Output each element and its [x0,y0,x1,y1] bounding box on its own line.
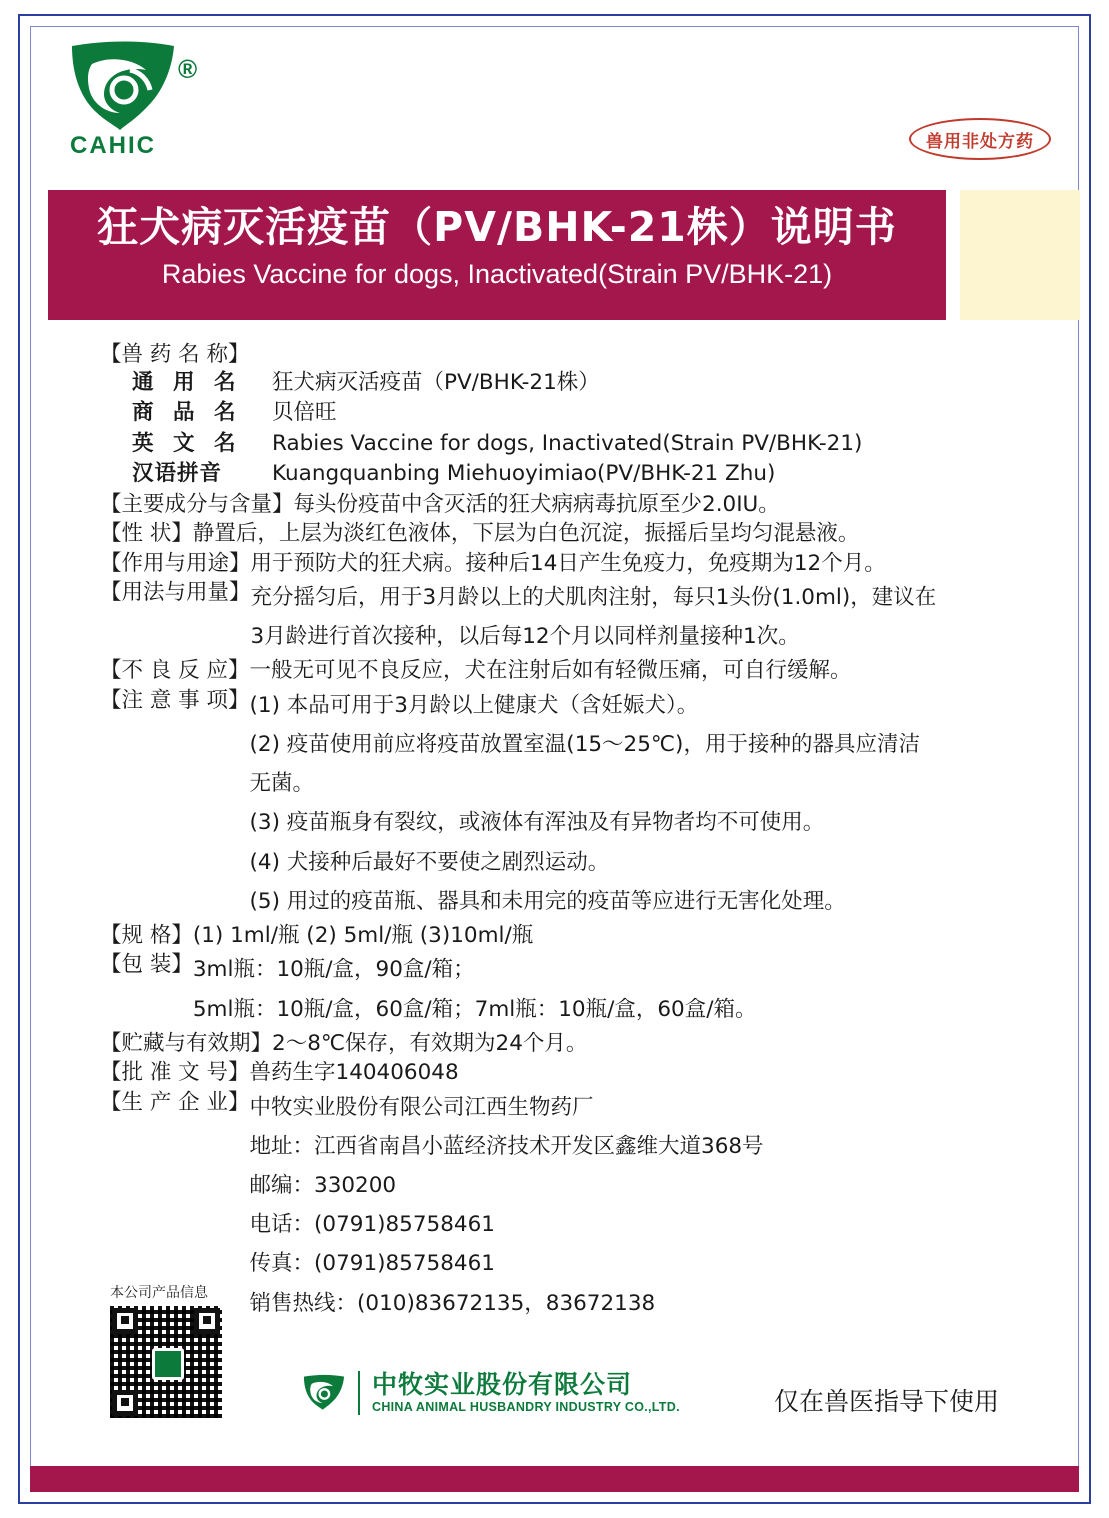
pinyin-name-value: Kuangquanbing Miehuoyimiao(PV/BHK-21 Zhu) [272,461,776,486]
specification-label: 【规 格】 [100,922,193,948]
english-name-label: 英 文 名 [132,430,242,456]
section-drug-name-title: 【兽 药 名 称】 [100,342,250,367]
cahic-emblem-small-icon [300,1370,348,1416]
brand-name-label: 商 品 名 [132,400,242,425]
manufacturer-postcode: 邮编：330200 [249,1173,397,1199]
english-name-value: Rabies Vaccine for dogs, Inactivated(Strain PV/BHK-21) [272,430,863,456]
storage-label: 【贮藏与有效期】 [100,1030,273,1056]
drug-name-row [132,402,1030,424]
footer-company-logo [300,1370,680,1416]
ingredients-label: 【主要成分与含量】 [100,491,294,517]
pinyin-name-label: 汉语拼音 [132,461,223,486]
manufacturer-phone: 电话：(0791)85758461 [249,1212,495,1238]
section-storage [100,1030,1030,1056]
ingredients-value: 每头份疫苗中含灭活的狂犬病病毒抗原至少2.0IU。 [293,491,780,517]
company-logo [62,40,222,170]
leaflet-body [100,344,1030,1327]
usage-label: 【作用与用途】 [100,550,251,576]
section-packaging [100,954,1030,1024]
manufacturer-fax: 传真：(0791)85758461 [249,1251,495,1277]
generic-name-label: 通 用 名 [132,369,242,395]
qr-code-icon[interactable] [110,1306,222,1418]
qr-finder-icon [194,1308,220,1334]
section-dosage [100,582,1030,652]
footer-company-cn: 中牧实业股份有限公司 [372,1370,633,1400]
logo-wordmark: CAHIC [70,132,156,159]
title-chinese: 狂犬病灭活疫苗（PV/BHK-21株）说明书 [97,203,897,251]
caution-item-cont: 无菌。 [249,771,315,797]
dosage-line-2: 3月龄进行首次接种，以后每12个月以同样剂量接种1次。 [250,624,800,650]
approval-label: 【批 准 文 号】 [100,1060,250,1086]
packaging-value [193,954,1030,1024]
manufacturer-name: 中牧实业股份有限公司江西生物药厂 [249,1094,594,1120]
section-usage [100,550,1030,576]
packaging-line-2: 5ml瓶：10瓶/盒，60盒/箱；7ml瓶：10瓶/盒，60盒/箱。 [192,996,757,1022]
cahic-emblem-icon [62,40,184,135]
caution-item: (4) 犬接种后最好不要使之剧烈运动。 [249,849,610,875]
bottom-accent-bar [30,1466,1079,1492]
storage-value: 2～8℃保存，有效期为24个月。 [272,1030,588,1056]
title-bar [48,190,946,320]
dosage-value [251,582,1030,652]
section-ingredients [100,491,1030,517]
section-approval [100,1062,1030,1084]
caution-item: (3) 疫苗瓶身有裂纹，或液体有浑浊及有异物者均不可使用。 [249,810,825,836]
approval-value: 兽药生字140406048 [249,1060,459,1086]
footer-company-names [372,1371,680,1414]
qr-finder-icon [112,1308,138,1334]
packaging-line-1: 3ml瓶：10瓶/盒，90盒/箱； [192,957,475,983]
caution-item: (5) 用过的疫苗瓶、器具和未用完的疫苗等应进行无害化处理。 [249,888,846,914]
qr-caption: 本公司产品信息 [110,1284,208,1300]
properties-label: 【性 状】 [100,521,193,546]
section-properties [100,523,1030,545]
brand-name-value: 贝倍旺 [272,400,337,425]
drug-name-row [132,463,1030,485]
usage-value: 用于预防犬的狂犬病。接种后14日产生免疫力，免疫期为12个月。 [250,550,886,576]
properties-value: 静置后，上层为淡红色液体，下层为白色沉淀，振摇后呈均匀混悬液。 [192,521,860,546]
packaging-label: 【包 装】 [100,952,193,978]
section-adverse [100,660,1030,682]
drug-name-row [132,430,1030,456]
section-specification [100,922,1030,948]
cautions-label: 【注 意 事 项】 [100,687,250,713]
drug-name-row [132,369,1030,395]
dosage-label: 【用法与用量】 [100,580,251,605]
manufacturer-label: 【生 产 企 业】 [100,1089,250,1115]
qr-block [110,1282,230,1418]
otc-badge: 兽用非处方药 [909,118,1051,160]
adverse-value: 一般无可见不良反应，犬在注射后如有轻微压痛，可自行缓解。 [249,658,852,684]
caution-item: (2) 疫苗使用前应将疫苗放置室温(15～25℃)，用于接种的器具应清洁 [249,732,920,758]
footer-company-en: CHINA ANIMAL HUSBANDRY INDUSTRY CO.,LTD. [372,1400,680,1415]
veterinary-supervision-note: 仅在兽医指导下使用 [773,1387,999,1416]
manufacturer-hotline: 销售热线：(010)83672135，83672138 [249,1290,656,1316]
manufacturer-value [250,1092,1030,1319]
generic-name-value: 狂犬病灭活疫苗（PV/BHK-21株） [272,369,600,395]
adverse-label: 【不 良 反 应】 [100,658,250,684]
dosage-line-1: 充分摇匀后，用于3月龄以上的犬肌肉注射，每只1头份(1.0ml)，建议在 [250,585,937,610]
qr-finder-icon [112,1390,138,1416]
cautions-value [250,690,1030,917]
section-cautions [100,687,1030,917]
specification-value: (1) 1ml/瓶 (2) 5ml/瓶 (3)10ml/瓶 [192,922,534,948]
decorative-yellow-band [960,190,1080,320]
manufacturer-address: 地址：江西省南昌小蓝经济技术开发区鑫维大道368号 [249,1133,764,1159]
title-english: Rabies Vaccine for dogs, Inactivated(Strain PV/BHK-21) [161,259,833,290]
section-manufacturer [100,1089,1030,1319]
caution-item: (1) 本品可用于3月龄以上健康犬（含妊娠犬）。 [249,692,699,718]
footer-divider [358,1371,360,1415]
registered-trademark-icon: ® [178,54,198,84]
